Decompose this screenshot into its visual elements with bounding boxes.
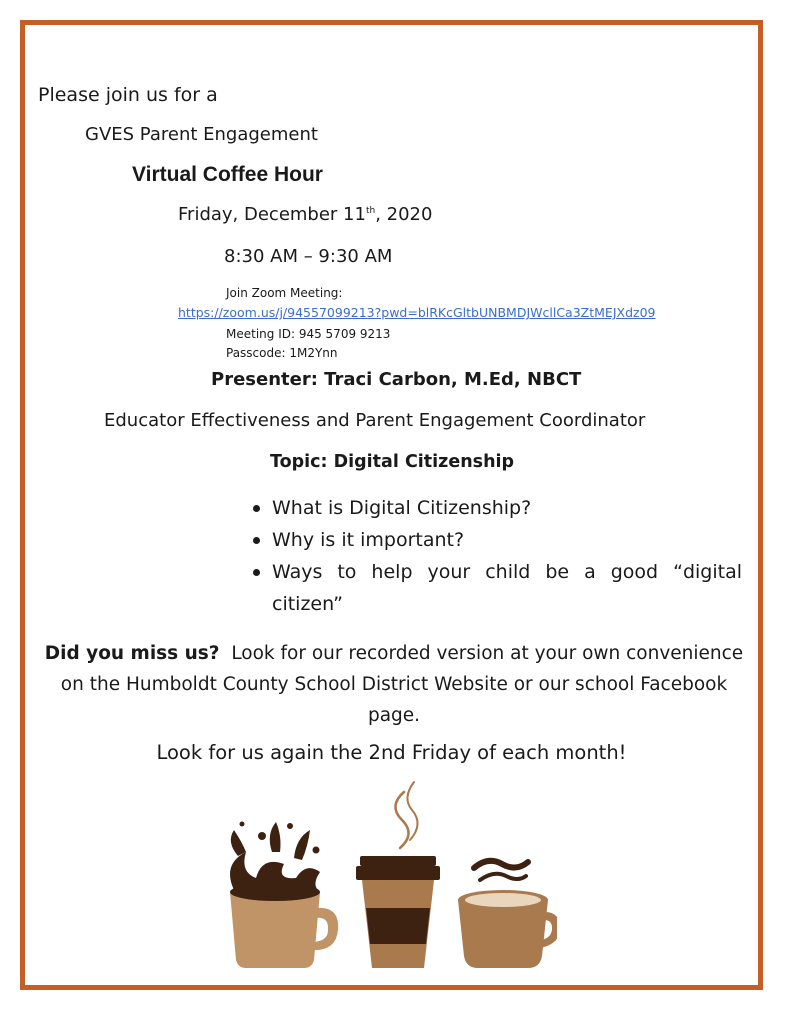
event-title: Virtual Coffee Hour xyxy=(132,163,323,186)
bullet-item: Why is it important? xyxy=(250,524,742,556)
bullet-item: What is Digital Citizenship? xyxy=(250,492,742,524)
meeting-id: Meeting ID: 945 5709 9213 xyxy=(226,327,391,341)
date-year: , 2020 xyxy=(375,204,433,225)
missed-lead: Did you miss us? xyxy=(44,643,220,664)
zoom-label: Join Zoom Meeting: xyxy=(226,286,343,300)
topic-bullet-list xyxy=(250,492,742,620)
invite-line: Please join us for a xyxy=(38,84,218,106)
splashing-coffee-cup-icon xyxy=(230,822,338,969)
presenter: Presenter: Traci Carbon, M.Ed, NBCT xyxy=(211,369,582,390)
program-name: GVES Parent Engagement xyxy=(85,124,318,145)
topic: Topic: Digital Citizenship xyxy=(270,452,515,472)
event-date xyxy=(178,204,432,225)
zoom-meeting-link[interactable]: https://zoom.us/j/94557099213?pwd=blRKcGltbUNBMDJWcllCa3ZtMEJXdz09 xyxy=(178,305,656,320)
missed-body: Look for our recorded version at your own convenience on the Humboldt County School District Website or our school Facebook page. xyxy=(60,643,744,726)
closing-line: Look for us again the 2nd Friday of each month! xyxy=(156,741,627,764)
bullet-item: Ways to help your child be a good “digital citizen” xyxy=(250,556,742,620)
date-ordinal: th xyxy=(365,206,376,216)
passcode: Passcode: 1M2Ynn xyxy=(226,346,338,360)
coffee-illustration xyxy=(212,772,557,972)
steaming-coffee-cup-icon xyxy=(458,861,557,968)
missed-paragraph xyxy=(34,638,754,731)
presenter-role: Educator Effectiveness and Parent Engagement Coordinator xyxy=(104,410,646,431)
takeaway-coffee-cup-icon xyxy=(356,782,440,968)
date-prefix: Friday, December 11 xyxy=(178,204,366,225)
event-time: 8:30 AM – 9:30 AM xyxy=(224,246,393,267)
